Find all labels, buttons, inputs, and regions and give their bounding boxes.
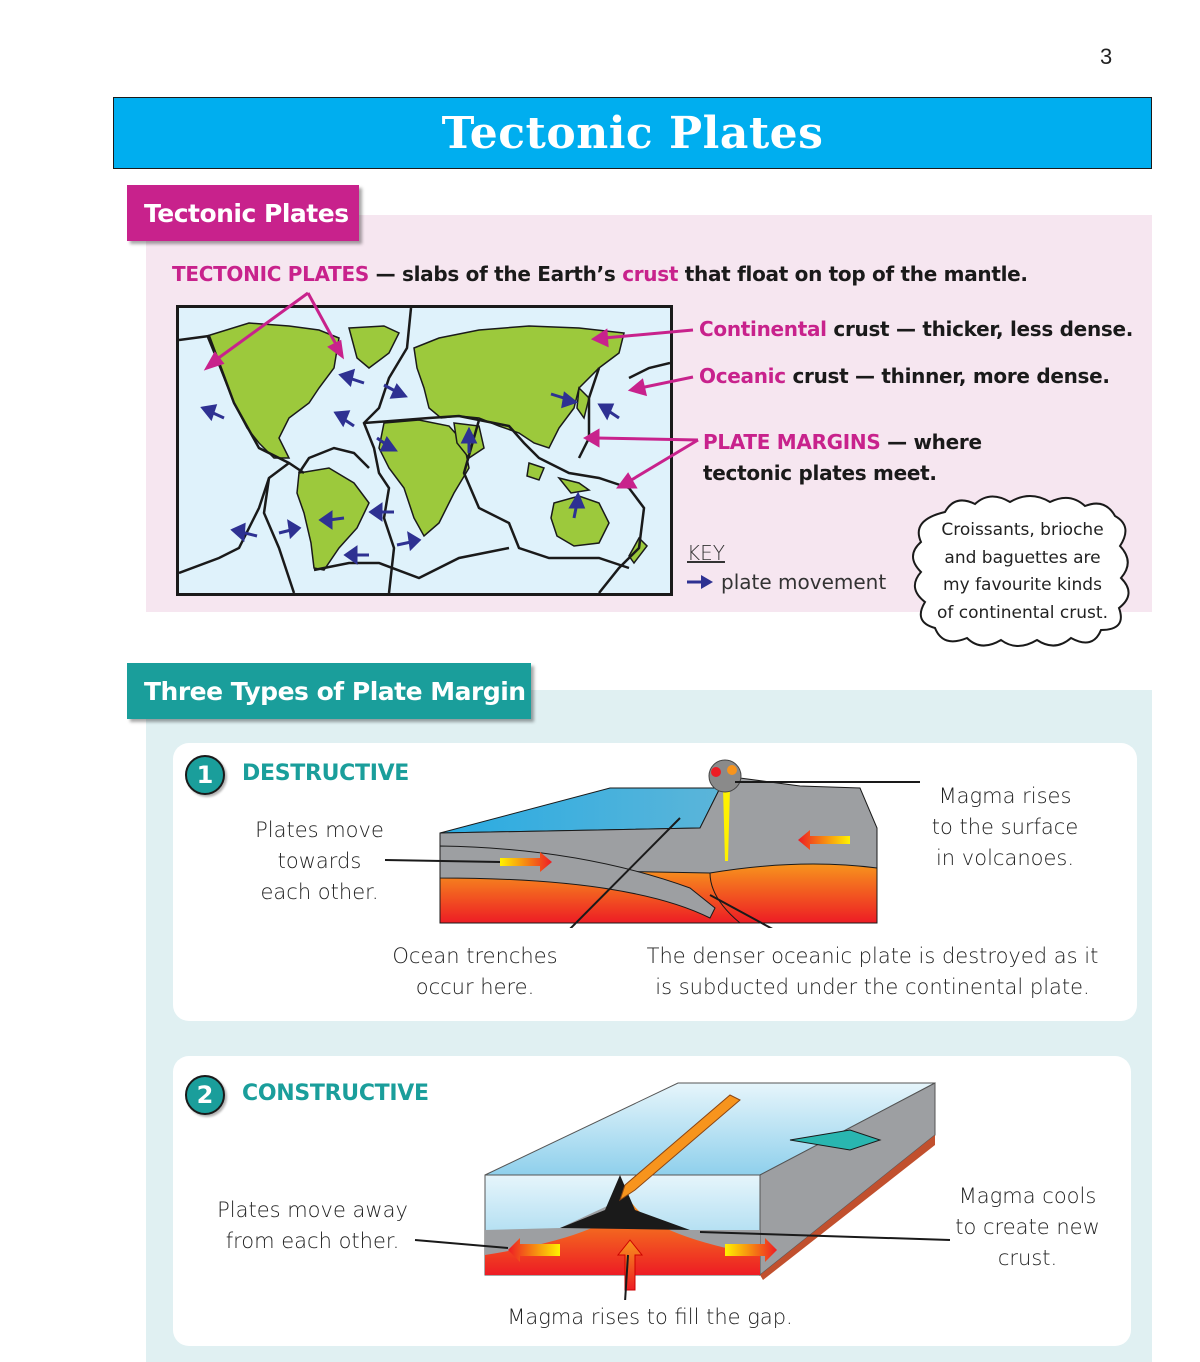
annotation-line: Magma rises <box>938 784 1072 808</box>
oceanic-crust-label <box>699 364 1110 388</box>
blue-arrow-icon <box>687 575 713 589</box>
definition-term: TECTONIC PLATES <box>172 262 369 286</box>
number-badge-1: 1 <box>185 755 225 795</box>
bubble-line: of continental crust. <box>937 602 1108 623</box>
page-number: 3 <box>1100 44 1113 69</box>
continental-crust-label <box>699 317 1133 341</box>
continental-highlight: Continental <box>699 317 827 341</box>
section-tab-plate-margins <box>127 663 531 719</box>
plate-margins-text: — where <box>880 430 982 454</box>
ocean-trenches-annotation <box>380 941 570 1003</box>
annotation-line: each other. <box>260 880 379 904</box>
annotation-line: The denser oceanic plate is destroyed as it <box>646 944 1099 968</box>
key-title: KEY <box>687 541 725 565</box>
section-tab-label: Tectonic Plates <box>144 198 349 228</box>
section-tab-label: Three Types of Plate Margin <box>144 676 526 706</box>
key-item-label: plate movement <box>721 570 887 594</box>
plate-margins-line2: tectonic plates meet. <box>703 461 937 485</box>
annotation-line: is subducted under the continental plate. <box>655 975 1090 999</box>
bubble-line: my favourite kinds <box>943 575 1102 595</box>
destructive-margin-diagram <box>380 758 920 928</box>
key-item-plate-movement <box>687 570 886 594</box>
destructive-title: DESTRUCTIVE <box>242 761 410 786</box>
annotation-line: Plates move away <box>217 1198 408 1222</box>
plate-margins-highlight: PLATE MARGINS <box>703 430 881 454</box>
constructive-left-annotation <box>205 1195 420 1257</box>
oceanic-text: crust — thinner, more dense. <box>785 364 1110 388</box>
number-badge-2: 2 <box>185 1075 225 1115</box>
constructive-title: CONSTRUCTIVE <box>242 1081 429 1106</box>
section-tab-tectonic-plates <box>127 185 359 241</box>
destructive-left-annotation <box>232 815 407 908</box>
annotation-line: towards <box>277 849 362 873</box>
thought-bubble-text <box>925 517 1120 627</box>
bubble-line: and baguettes are <box>944 547 1101 568</box>
constructive-margin-diagram <box>410 1080 950 1300</box>
plate-margins-label <box>703 427 982 489</box>
constructive-right-annotation <box>945 1181 1110 1274</box>
tectonic-plates-definition <box>172 262 1028 286</box>
definition-rest: that float on top of the mantle. <box>678 262 1028 286</box>
world-plate-map <box>176 305 673 596</box>
constructive-bottom-annotation: Magma rises to fill the gap. <box>507 1305 793 1329</box>
page-title: Tectonic Plates <box>441 107 824 159</box>
definition-text: — slabs of the Earth’s <box>369 262 623 286</box>
bubble-line: Croissants, brioche <box>941 520 1104 540</box>
annotation-line: Ocean trenches <box>392 944 558 968</box>
annotation-line: Plates move <box>255 818 384 842</box>
definition-highlight: crust <box>622 262 679 286</box>
subduction-annotation <box>640 941 1105 1003</box>
annotation-line: occur here. <box>415 975 535 999</box>
annotation-line: to the surface <box>931 815 1079 839</box>
annotation-line: crust. <box>997 1246 1058 1270</box>
continental-text: crust — thicker, less dense. <box>826 317 1134 341</box>
annotation-line: to create new <box>955 1215 1100 1239</box>
annotation-line: Magma cools <box>958 1184 1097 1208</box>
destructive-right-annotation <box>920 781 1090 874</box>
annotation-line: in volcanoes. <box>935 846 1075 870</box>
oceanic-highlight: Oceanic <box>699 364 786 388</box>
page-title-bar <box>113 97 1152 169</box>
annotation-line: from each other. <box>225 1229 400 1253</box>
